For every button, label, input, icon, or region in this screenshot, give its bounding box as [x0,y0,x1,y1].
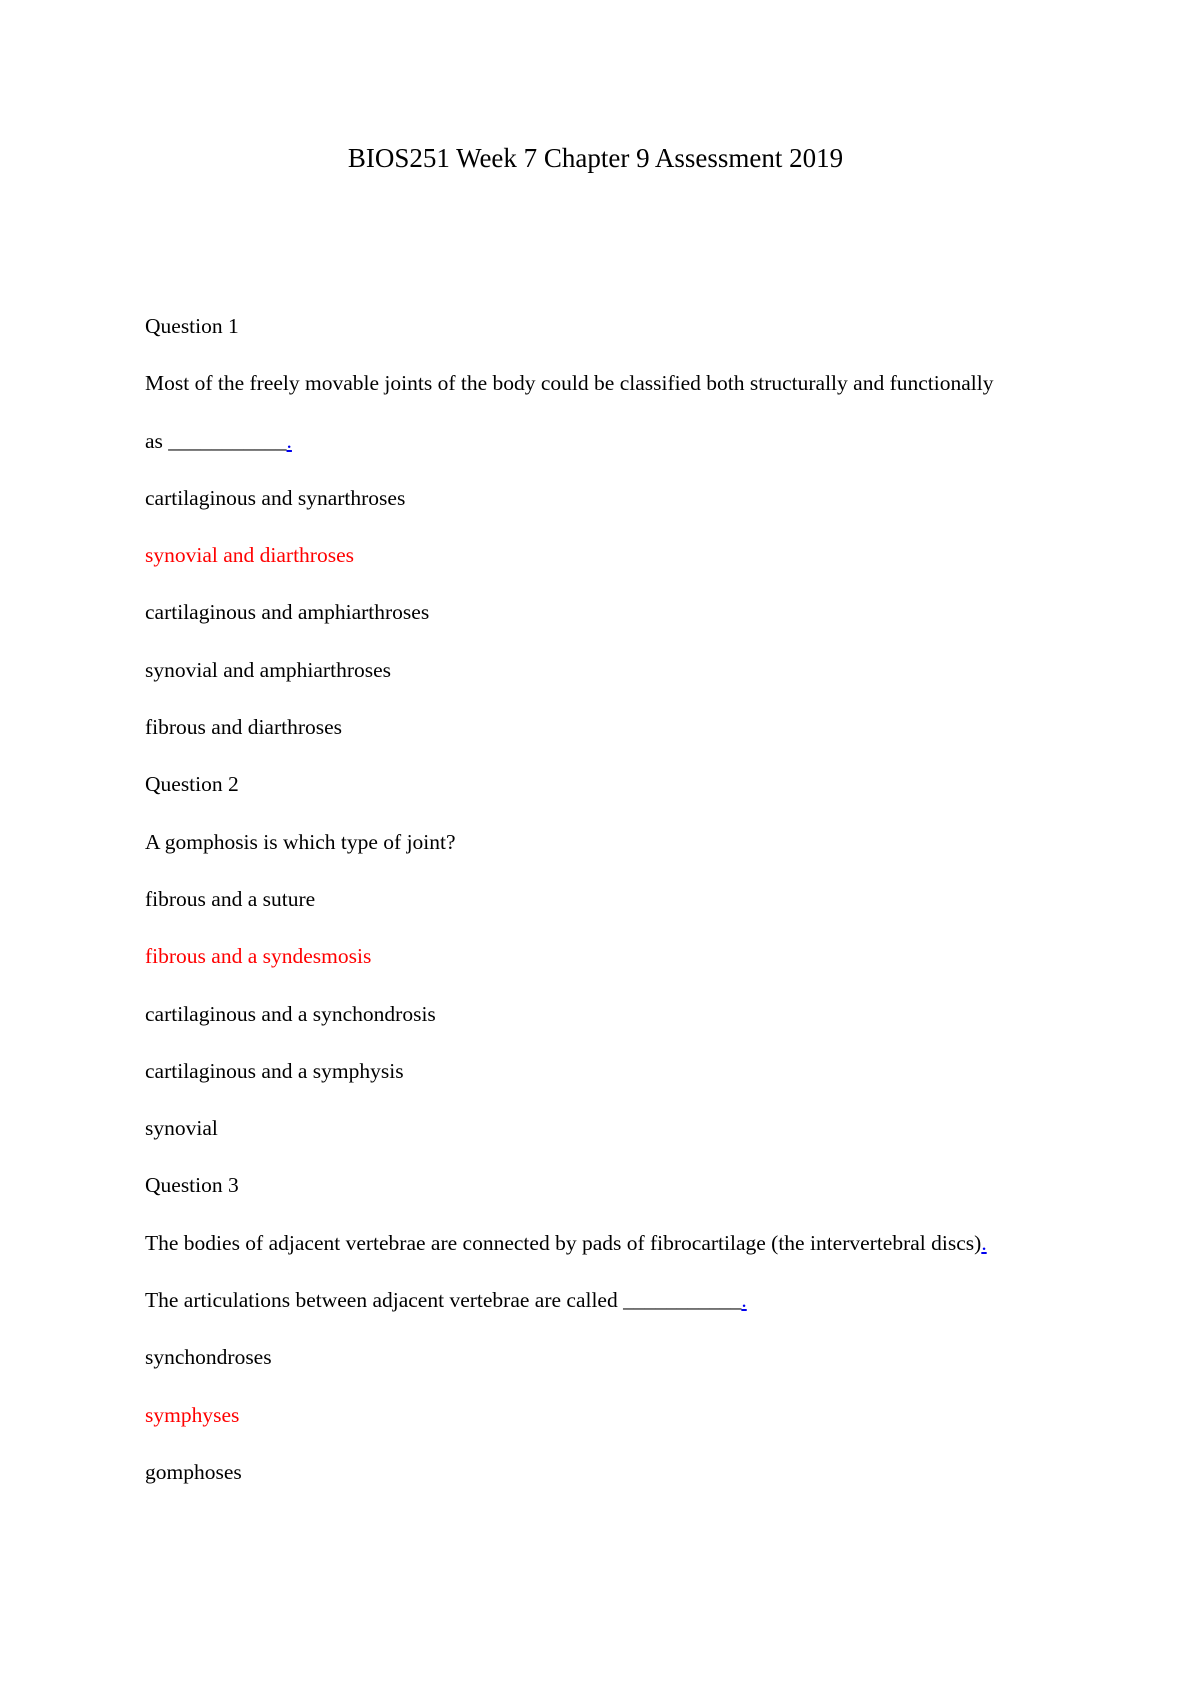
question-list [145,312,1065,1515]
question-stem [145,427,1065,455]
question-stem [145,369,1065,397]
correct-answer-option: symphyses [145,1402,240,1427]
stem-link[interactable]: . [741,1288,747,1313]
question-heading: Question 1 [145,314,239,338]
answer-option: gomphoses [145,1459,242,1484]
question-stem [145,1286,1065,1314]
question-stem: A gomphosis is which type of joint? [145,829,456,854]
answer-option: synchondroses [145,1345,272,1370]
question-heading: Question 2 [145,772,239,797]
correct-answer-option: fibrous and a syndesmosis [145,944,372,969]
question-stem-text: as ___________ [145,428,287,453]
answer-option: fibrous and diarthroses [145,715,343,740]
stem-link[interactable]: . [286,428,292,453]
answer-option: cartilaginous and synarthroses [145,485,406,510]
stem-link[interactable]: . [981,1230,987,1255]
answer-option: cartilaginous and amphiarthroses [145,600,430,625]
answer-option: cartilaginous and a synchondrosis [145,1001,436,1026]
question-stem-text: The articulations between adjacent vertebrae are called ___________ [145,1288,742,1313]
answer-option: synovial [145,1116,218,1141]
answer-option: fibrous and a suture [145,886,316,911]
question-heading: Question 3 [145,1173,239,1198]
answer-option: cartilaginous and a symphysis [145,1058,404,1083]
question-stem-text: Most of the freely movable joints of the body could be classified both structurally and functionally [145,371,994,396]
question-stem [145,1229,1065,1257]
answer-option: synovial and amphiarthroses [145,657,392,682]
question-stem-text: The bodies of adjacent vertebrae are connected by pads of fibrocartilage (the intervertebral discs) [145,1230,982,1255]
correct-answer-option: synovial and diarthroses [145,543,354,568]
document-title: BIOS251 Week 7 Chapter 9 Assessment 2019 [347,143,844,173]
